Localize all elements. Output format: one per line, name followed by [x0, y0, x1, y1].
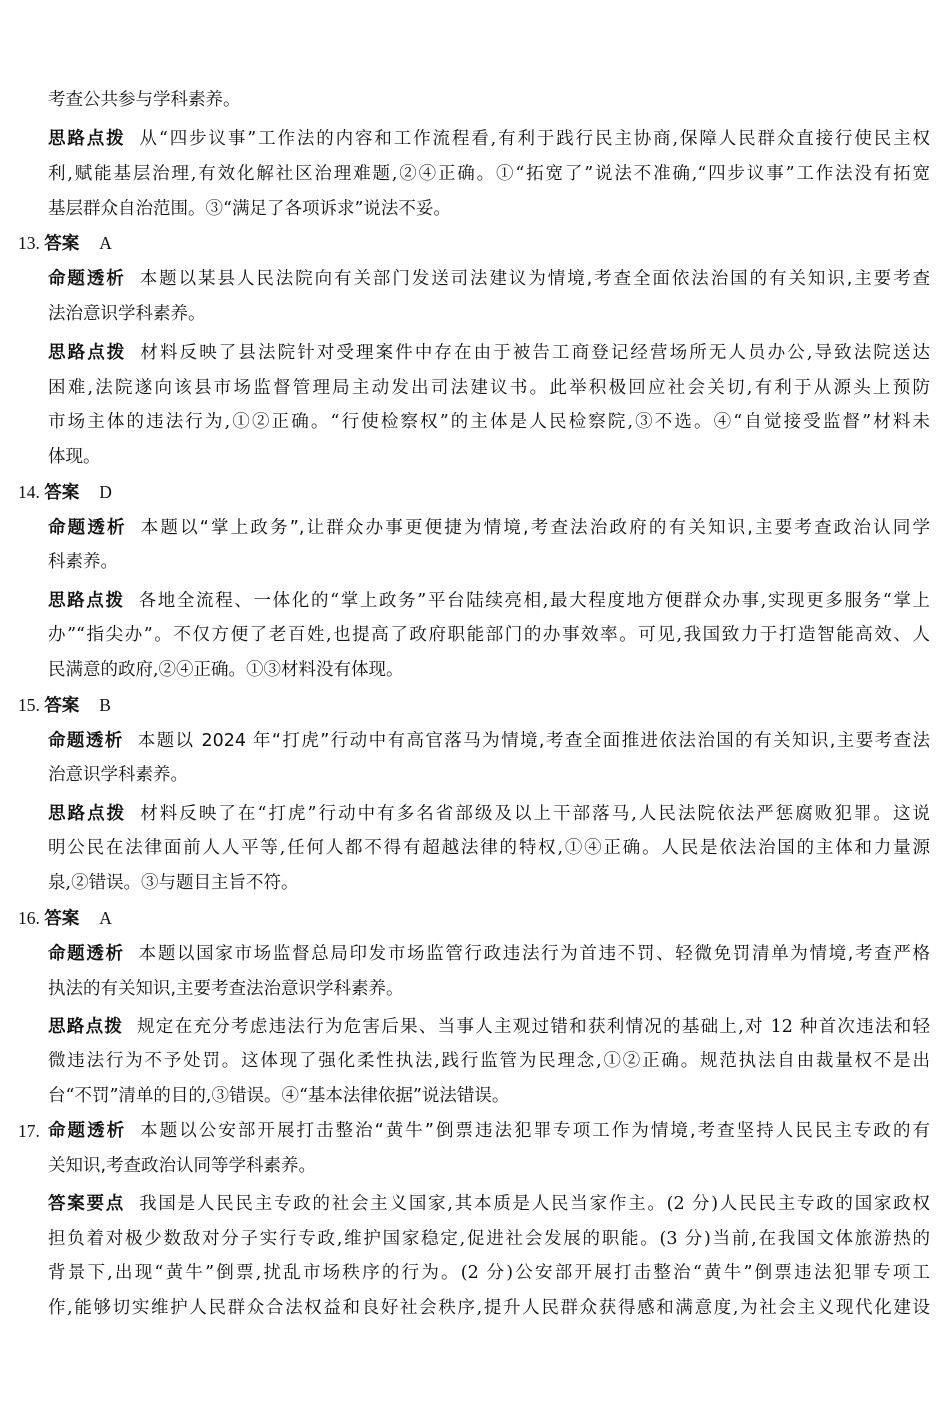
q13-analysis-line-3: 市场主体的违法行为,①②正确。“行使检察权”的主体是人民检察院,③不选。④“自觉接受监督”材料未: [48, 412, 930, 432]
q16-purpose-line-2: 执法的有关知识,主要考查法治意识学科素养。: [48, 979, 404, 999]
q15-purpose-line-1: [48, 729, 930, 753]
analysis-label: 思路点拨: [48, 129, 126, 149]
q16-analysis-line-3: 台“不罚”清单的目的,③错误。④“基本法律依据”说法错误。: [48, 1086, 510, 1106]
answer-label: 答案: [44, 234, 80, 254]
q15-answer: B: [99, 695, 111, 715]
q15-analysis-text-1: 材料反映了在“打虎”行动中有多名省部级及以上干部落马,人民法院依法严惩腐败犯罪。这说: [140, 804, 930, 824]
answer-label: 答案: [44, 696, 80, 716]
q13-purpose-line-1: [48, 267, 930, 291]
purpose-label: 命题透析: [48, 944, 125, 964]
q17-keypoints-line-2: 担负着对极少数敌对分子实行专政,维护国家稳定,促进社会发展的职能。(3 分)当前,在我国文体旅游热的: [48, 1229, 930, 1249]
q16-analysis-text-1: 规定在充分考虑违法行为危害后果、当事人主观过错和获利情况的基础上,对 12 种首次违法和轻: [137, 1017, 930, 1037]
q16-analysis-line-1: [48, 1015, 930, 1039]
q16-answer: A: [99, 908, 112, 928]
answer-label: 答案: [44, 909, 80, 929]
q16-analysis-line-2: 微违法行为不予处罚。这体现了强化柔性执法,践行监管为民理念,①②正确。规范执法自由裁量权不是出: [48, 1051, 930, 1071]
q14-purpose-line-2: 科素养。: [48, 552, 118, 572]
q13-answer: A: [99, 233, 112, 253]
q17-keypoints-text-1: 我国是人民民主专政的社会主义国家,其本质是人民当家作主。(2 分)人民民主专政的国家政权: [139, 1194, 930, 1214]
q15-purpose-line-2: 治意识学科素养。: [48, 765, 188, 785]
q13-analysis-line-2: 困难,法院遂向该县市场监督管理局主动发出司法建议书。此举积极回应社会关切,有利于从源头上预防: [48, 378, 930, 398]
q12-analysis-text-1: 从“四步议事”工作法的内容和工作流程看,有利于践行民主协商,保障人民群众直接行使民主权: [139, 129, 930, 149]
q17-keypoints-line-4: 作,能够切实维护人民群众合法权益和良好社会秩序,提升人民群众获得感和满意度,为社会主义现代化建设: [48, 1298, 930, 1318]
q14-header: [18, 480, 112, 505]
q13-purpose-text-1: 本题以某县人民法院向有关部门发送司法建议为情境,考查全面依法治国的有关知识,主要考查: [139, 269, 930, 289]
analysis-label: 思路点拨: [48, 591, 125, 611]
q14-analysis-line-2: 办”“指尖办”。不仅方便了老百姓,也提高了政府职能部门的办事效率。可见,我国致力于打造智能高效、人: [48, 625, 930, 645]
q13-analysis-text-1: 材料反映了县法院针对受理案件中存在由于被告工商登记经营场所无人员办公,导致法院送达: [140, 343, 930, 363]
q15-analysis-line-1: [48, 802, 930, 826]
q13-purpose-line-2: 法治意识学科素养。: [48, 304, 206, 324]
q17-keypoints-line-3: 背景下,出现“黄牛”倒票,扰乱市场秩序的行为。(2 分)公安部开展打击整治“黄牛”倒票违法犯罪专项工: [48, 1263, 930, 1283]
q14-analysis-text-1: 各地全流程、一体化的“掌上政务”平台陆续亮相,最大程度地方便群众办事,实现更多服务“掌上: [138, 591, 930, 611]
analysis-label: 思路点拨: [48, 343, 127, 363]
purpose-label: 命题透析: [48, 1121, 127, 1141]
purpose-label: 命题透析: [48, 518, 127, 538]
q14-answer: D: [99, 482, 112, 502]
answer-label: 答案: [44, 483, 80, 503]
q16-header: [18, 906, 112, 931]
q16-purpose-line-1: [48, 942, 930, 966]
q12-analysis-line-2: 利,赋能基层治理,有效化解社区治理难题,②④正确。①“拓宽了”说法不准确,“四步议事”工作法没有拓宽: [48, 164, 930, 184]
q16-number: 16.: [18, 908, 40, 928]
q14-analysis-line-3: 民满意的政府,②④正确。①③材料没有体现。: [48, 660, 404, 680]
intro-line: 考查公共参与学科素养。: [48, 90, 241, 110]
q13-number: 13.: [18, 233, 40, 253]
q17-purpose-line-2: 关知识,考查政治认同等学科素养。: [48, 1156, 317, 1176]
q12-analysis-line-3: 基层群众自治范围。③“满足了各项诉求”说法不妥。: [48, 199, 451, 219]
q15-purpose-text-1: 本题以 2024 年“打虎”行动中有高官落马为情境,考查全面推进依法治国的有关知识,主要考查法: [137, 731, 930, 751]
q15-header: [18, 693, 111, 718]
q15-analysis-line-3: 泉,②错误。③与题目主旨不符。: [48, 873, 299, 893]
key-points-label: 答案要点: [48, 1194, 126, 1214]
purpose-label: 命题透析: [48, 731, 124, 751]
analysis-label: 思路点拨: [48, 804, 127, 824]
q16-purpose-text-1: 本题以国家市场监督总局印发市场监管行政违法行为首违不罚、轻微免罚清单为情境,考查严格: [138, 944, 930, 964]
q17-number: 17.: [18, 1121, 40, 1141]
q15-analysis-line-2: 明公民在法律面前人人平等,任何人都不得有超越法律的特权,①④正确。人民是依法治国的主体和力量源: [48, 838, 930, 858]
q13-header: [18, 231, 112, 256]
purpose-label: 命题透析: [48, 269, 126, 289]
analysis-label: 思路点拨: [48, 1017, 124, 1037]
q14-analysis-line-1: [48, 589, 930, 613]
q17-purpose-line-1: [48, 1119, 930, 1143]
q17-keypoints-line-1: [48, 1192, 930, 1216]
q17-purpose-text-1: 本题以公安部开展打击整治“黄牛”倒票违法犯罪专项工作为情境,考查坚持人民民主专政的有: [140, 1121, 930, 1141]
q13-analysis-line-4: 体现。: [48, 447, 101, 467]
q14-number: 14.: [18, 482, 40, 502]
q12-analysis-line-1: [48, 127, 930, 151]
q15-number: 15.: [18, 695, 40, 715]
q14-purpose-line-1: [48, 516, 930, 540]
q14-purpose-text-1: 本题以“掌上政务”,让群众办事更便捷为情境,考查法治政府的有关知识,主要考查政治认同学: [140, 518, 930, 538]
q13-analysis-line-1: [48, 341, 930, 365]
